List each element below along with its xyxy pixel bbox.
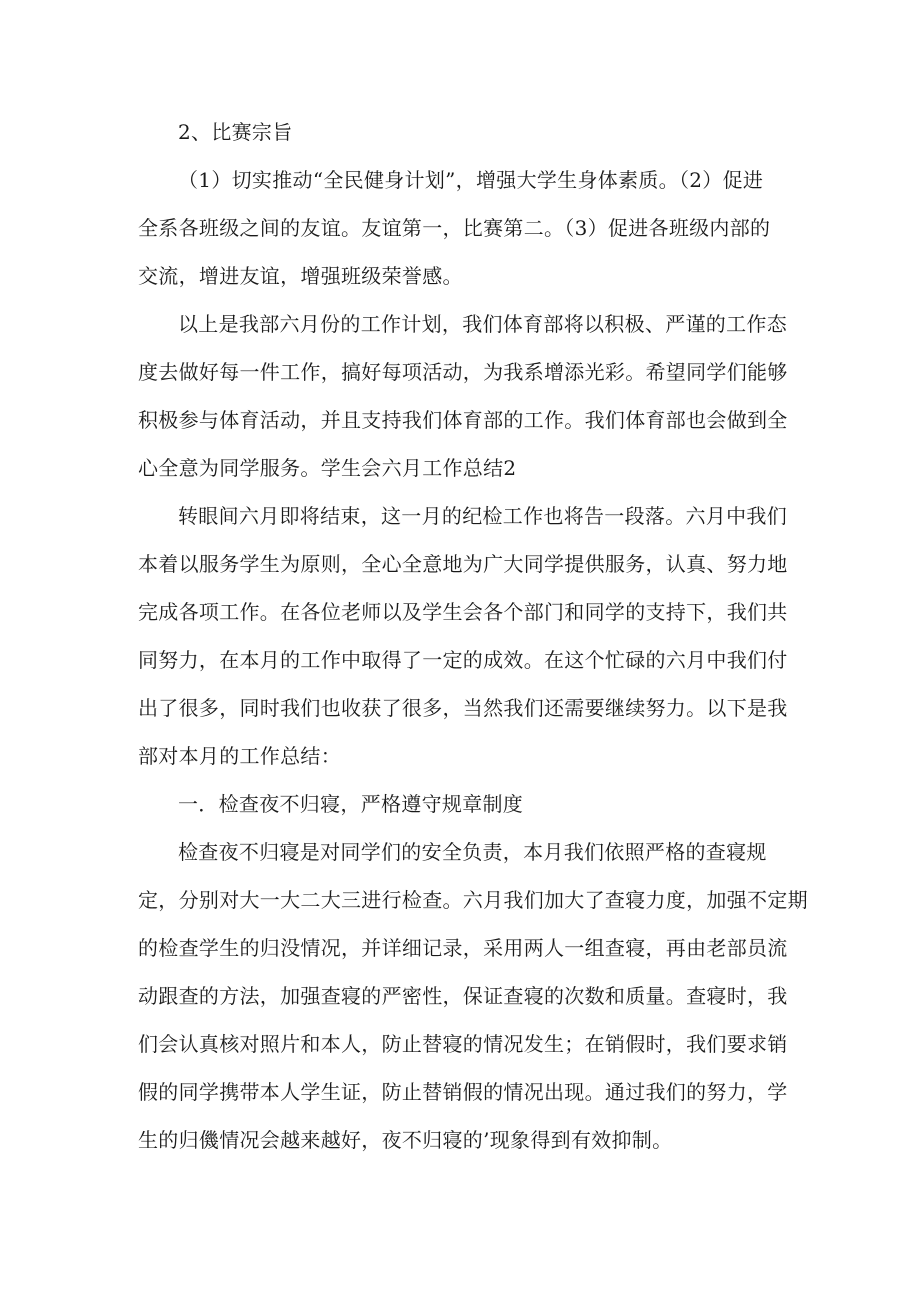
paragraph-line: 出了很多，同时我们也收获了很多，当然我们还需要继续努力。以下是我 bbox=[138, 696, 788, 720]
section-heading-competition-purpose: 2、比赛宗旨 bbox=[178, 120, 293, 144]
paragraph-line: 转眼间六月即将结束，这一月的纪检工作也将告一段落。六月中我们 bbox=[178, 504, 787, 528]
paragraph-line: 心全意为同学服务。学生会六月工作总结2 bbox=[138, 456, 517, 480]
paragraph-line: 的检查学生的归没情况，并详细记录，采用两人一组查寝，再由老部员流 bbox=[138, 936, 788, 960]
paragraph-line: 全系各班级之间的友谊。友谊第一，比赛第二。（3）促进各班级内部的 bbox=[138, 216, 771, 240]
paragraph-line: 完成各项工作。在各位老师以及学生会各个部门和同学的支持下，我们共 bbox=[138, 600, 788, 624]
paragraph-line: 部对本月的工作总结： bbox=[138, 744, 341, 768]
paragraph-line: 动跟查的方法，加强查寝的严密性，保证查寝的次数和质量。查寝时，我 bbox=[138, 984, 788, 1008]
section-heading-dorm-check: 一．检查夜不归寝，严格遵守规章制度 bbox=[178, 792, 524, 816]
paragraph-line: 以上是我部六月份的工作计划，我们体育部将以积极、严谨的工作态 bbox=[178, 312, 787, 336]
paragraph-line: （1）切实推动“全民健身计划”，增强大学生身体素质。（2）促进 bbox=[178, 168, 764, 192]
paragraph-line: 假的同学携带本人学生证，防止替销假的情况出现。通过我们的努力，学 bbox=[138, 1080, 788, 1104]
document-body bbox=[138, 108, 808, 1164]
paragraph-line: 们会认真核对照片和本人，防止替寝的情况发生；在销假时，我们要求销 bbox=[138, 1032, 788, 1056]
paragraph-line: 定，分别对大一大二大三进行检查。六月我们加大了查寝力度，加强不定期 bbox=[138, 888, 808, 912]
paragraph-line: 生的归僟情况会越来越好，夜不归寝的’现象得到有效抑制。 bbox=[138, 1128, 673, 1152]
paragraph-line: 同努力，在本月的工作中取得了一定的成效。在这个忙碌的六月中我们付 bbox=[138, 648, 788, 672]
paragraph-line: 积极参与体育活动，并且支持我们体育部的工作。我们体育部也会做到全 bbox=[138, 408, 788, 432]
paragraph-line: 检查夜不归寝是对同学们的安全负责，本月我们依照严格的查寝规 bbox=[178, 840, 767, 864]
paragraph-line: 本着以服务学生为原则，全心全意地为广大同学提供服务，认真、努力地 bbox=[138, 552, 788, 576]
paragraph-line: 交流，增进友谊，增强班级荣誉感。 bbox=[138, 264, 463, 288]
paragraph-line: 度去做好每一件工作，搞好每项活动，为我系增添光彩。希望同学们能够 bbox=[138, 360, 788, 384]
